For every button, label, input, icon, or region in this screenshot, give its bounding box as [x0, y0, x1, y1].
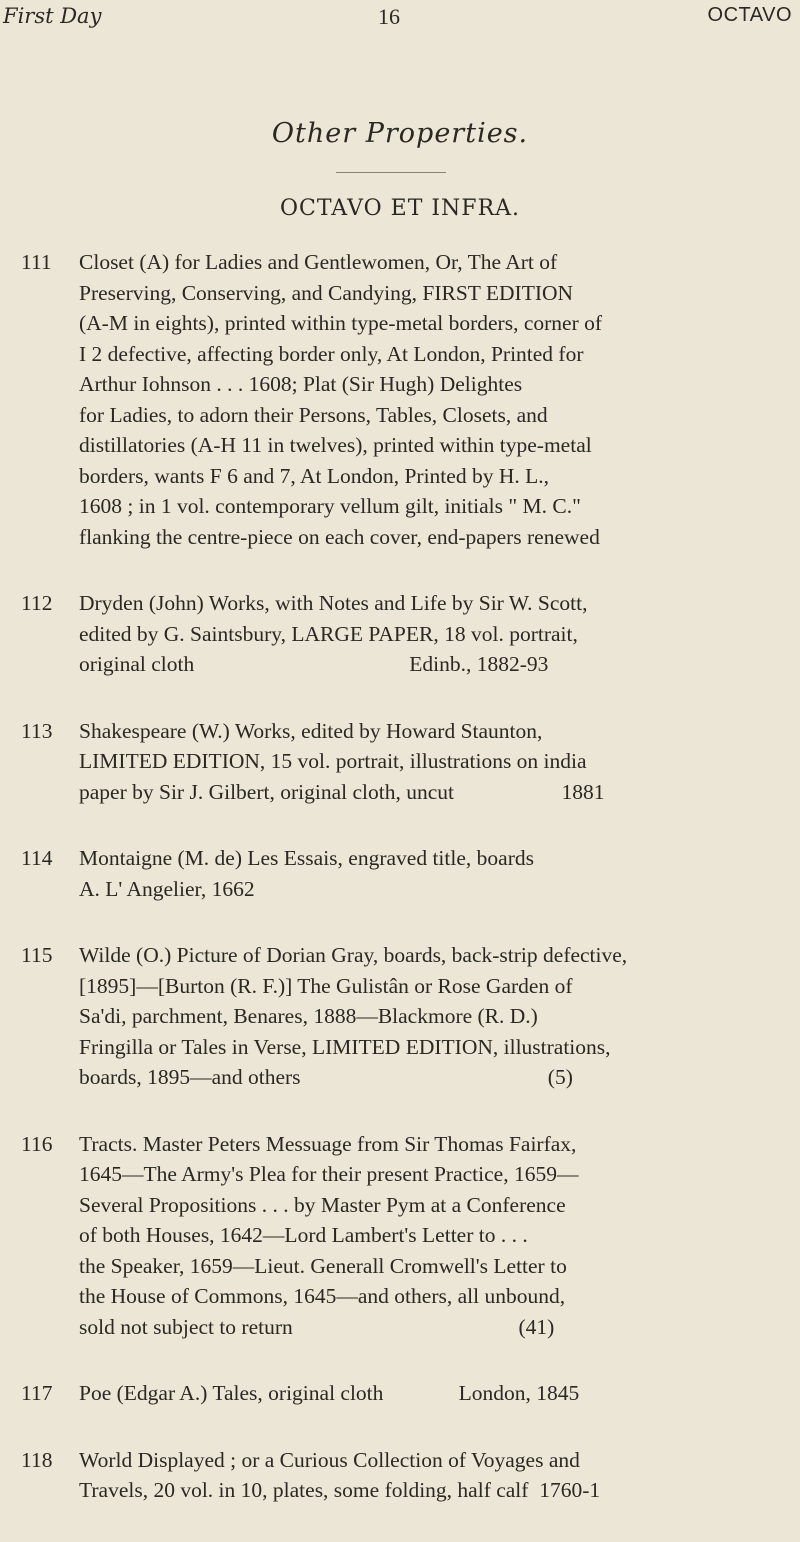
lot-number: 111 — [21, 250, 52, 274]
page-number: 16 — [378, 4, 400, 29]
lot-line: World Displayed ; or a Curious Collection of Voyages and — [79, 1447, 580, 1472]
lot-line: Dryden (John) Works, with Notes and Life by Sir W. Scott, — [79, 591, 588, 615]
lot-line: Wilde (O.) Picture of Dorian Gray, boards, back-strip defective, — [79, 943, 628, 967]
lot-description — [79, 588, 791, 680]
lot-line: Sa'di, parchment, Benares, 1888—Blackmore (R. D.) — [79, 1004, 538, 1028]
lot-description — [79, 1378, 791, 1409]
lot-description — [79, 843, 791, 904]
lot-entry — [0, 843, 800, 904]
lot-line: of both Houses, 1642—Lord Lambert's Letter to . . . — [79, 1223, 528, 1247]
lot-entry — [0, 1378, 800, 1409]
lot-line: borders, wants F 6 and 7, At London, Printed by H. L., — [79, 463, 549, 488]
lot-line: the House of Commons, 1645—and others, all unbound, — [79, 1284, 566, 1308]
lot-entry — [0, 1129, 800, 1343]
lot-number: 112 — [21, 591, 53, 615]
lot-number: 118 — [21, 1447, 53, 1472]
lot-line: LIMITED EDITION, 15 vol. portrait, illustrations on india — [79, 749, 587, 773]
lot-entry — [0, 1445, 800, 1506]
lot-line: distillatories (A-H 11 in twelves), printed within type-metal — [79, 433, 592, 457]
lot-line: Arthur Iohnson . . . 1608; Plat (Sir Hugh) Delightes — [79, 372, 523, 396]
lot-line: Fringilla or Tales in Verse, LIMITED EDITION, illustrations, — [79, 1034, 611, 1059]
lot-number: 114 — [21, 846, 53, 870]
lot-number: 115 — [21, 943, 53, 967]
lot-line: 1608 ; in 1 vol. contemporary vellum gilt, initials " M. C." — [79, 494, 581, 518]
lot-entry — [0, 940, 800, 1093]
lot-entry — [0, 588, 800, 680]
lot-line: Tracts. Master Peters Messuage from Sir Thomas Fairfax, — [79, 1131, 577, 1156]
lot-line: A. L' Angelier, 1662 — [79, 876, 255, 901]
lot-line: Travels, 20 vol. in 10, plates, some folding, half calf 1760-1 — [79, 1478, 601, 1502]
lot-line: edited by G. Saintsbury, LARGE PAPER, 18 vol. portrait, — [79, 621, 578, 646]
lot-line: paper by Sir J. Gilbert, original cloth, uncut 1881 — [79, 779, 605, 804]
lot-line: 1645—The Army's Plea for their present Practice, 1659— — [79, 1162, 579, 1186]
running-head — [0, 4, 800, 38]
lot-number: 117 — [21, 1381, 53, 1405]
lot-line: Poe (Edgar A.) Tales, original cloth London, 1845 — [79, 1381, 580, 1405]
section-divider — [336, 172, 446, 173]
lot-entry — [0, 716, 800, 808]
lot-description — [79, 247, 791, 552]
lot-line: Several Propositions . . . by Master Pym at a Conference — [79, 1192, 566, 1217]
lot-description — [79, 1445, 791, 1506]
section-subtitle: OCTAVO ET INFRA. — [279, 196, 521, 221]
lot-line: the Speaker, 1659—Lieut. Generall Cromwell's Letter to — [79, 1253, 567, 1278]
lot-line: [1895]—[Burton (R. F.)] The Gulistân or Rose Garden of — [79, 973, 573, 998]
lot-entry — [0, 247, 800, 552]
lot-number: 113 — [21, 718, 53, 743]
lot-number: 116 — [21, 1131, 53, 1156]
lot-line: Shakespeare (W.) Works, edited by Howard Staunton, — [79, 718, 543, 743]
lot-list — [0, 247, 800, 1542]
lot-description — [79, 716, 791, 808]
lot-description — [79, 940, 791, 1093]
section-title: Other Properties. — [271, 118, 529, 149]
lot-line: for Ladies, to adorn their Persons, Tables, Closets, and — [79, 402, 548, 427]
lot-line: (A-M in eights), printed within type-metal borders, corner of — [79, 311, 603, 335]
lot-line: original cloth Edinb., 1882-93 — [79, 652, 549, 676]
lot-line: I 2 defective, affecting border only, At London, Printed for — [79, 341, 584, 366]
lot-line: Closet (A) for Ladies and Gentlewomen, Or, The Art of — [79, 250, 558, 274]
lot-description — [79, 1129, 791, 1343]
day-label: First Day — [3, 4, 102, 28]
lot-line: boards, 1895—and others (5) — [79, 1065, 573, 1089]
format-label: OCTAVO — [707, 4, 792, 26]
lot-line: flanking the centre-piece on each cover, end-papers renewed — [79, 524, 600, 549]
lot-line: Preserving, Conserving, and Candying, FIRST EDITION — [79, 280, 574, 305]
lot-line: Montaigne (M. de) Les Essais, engraved title, boards — [79, 846, 534, 870]
lot-line: sold not subject to return (41) — [79, 1314, 555, 1339]
